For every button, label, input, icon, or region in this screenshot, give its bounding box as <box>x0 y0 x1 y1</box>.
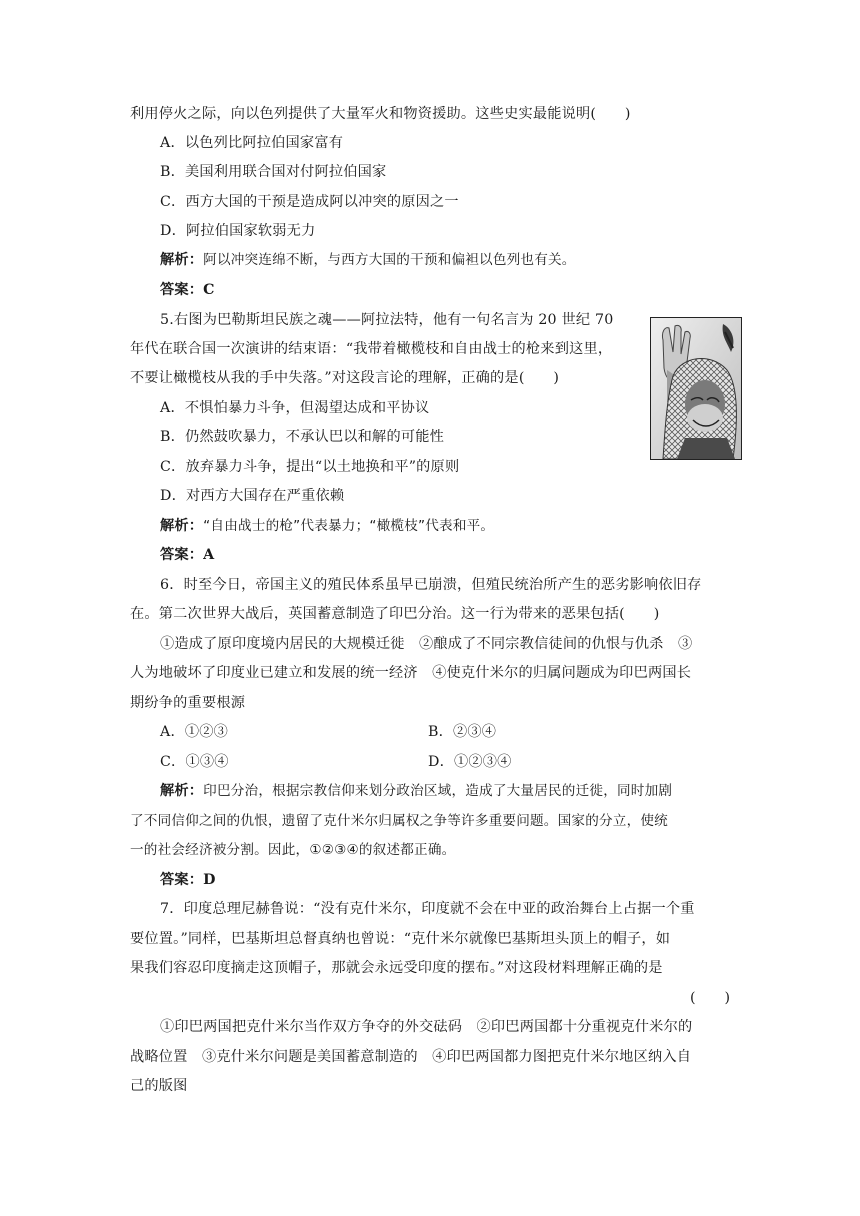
text-line: 在。第二次世界大战后，英国蓄意制造了印巴分治。这一行为带来的恶果包括( ) <box>130 606 660 622</box>
answer <box>160 545 214 565</box>
statement-line: 人为地破坏了印度业已建立和发展的统一经济 ④使克什米尔的归属问题成为印巴两国长 <box>130 665 692 681</box>
option-a: A．不惧怕暴力斗争，但渴望达成和平协议 <box>160 400 430 416</box>
answer-value: C <box>203 282 215 298</box>
option-a: A．以色列比阿拉伯国家富有 <box>160 135 344 151</box>
explanation-label: 解析： <box>160 783 204 799</box>
explanation-label: 解析： <box>160 518 204 534</box>
answer-label: 答案： <box>160 872 204 888</box>
text-line: 利用停火之际，向以色列提供了大量军火和物资援助。这些史实最能说明( ) <box>130 106 631 122</box>
text-line: 要位置。”同样，巴基斯坦总督真纳也曾说：“克什米尔就像巴基斯坦头顶上的帽子，如 <box>130 931 671 947</box>
option-c: C．①③④ <box>160 754 229 770</box>
option-b: B．②③④ <box>428 724 497 740</box>
option-d: D．对西方大国存在严重依赖 <box>160 488 345 504</box>
option-c: C．放弃暴力斗争，提出“以土地换和平”的原则 <box>160 459 460 475</box>
answer-label: 答案： <box>160 547 204 563</box>
portrait-image <box>651 318 741 459</box>
text-line: 年代在联合国一次演讲的结束语：“我带着橄榄枝和自由战士的枪来到这里， <box>130 341 613 357</box>
answer-label: 答案： <box>160 282 204 298</box>
option-d: D．①②③④ <box>428 754 512 770</box>
option-c: C．西方大国的干预是造成阿以冲突的原因之一 <box>160 194 459 210</box>
question-6-stem: 6．时至今日，帝国主义的殖民体系虽早已崩溃，但殖民统治所产生的恶劣影响依旧存 <box>160 577 702 593</box>
option-a: A．①②③ <box>160 724 228 740</box>
explanation-text: 阿以冲突连绵不断，与西方大国的干预和偏袒以色列也有关。 <box>203 252 576 268</box>
answer <box>160 280 215 300</box>
answer <box>160 870 216 890</box>
text-line: 不要让橄榄枝从我的手中失落。”对这段言论的理解，正确的是( ) <box>130 370 560 386</box>
explanation <box>160 781 672 801</box>
question-5-stem: 5.右图为巴勒斯坦民族之魂——阿拉法特，他有一句名言为 20 世纪 70 <box>160 312 614 328</box>
arafat-photo <box>650 317 742 460</box>
option-b: B．美国利用联合国对付阿拉伯国家 <box>160 164 387 180</box>
option-b: B．仍然鼓吹暴力，不承认巴以和解的可能性 <box>160 429 444 445</box>
explanation-text: 一的社会经济被分割。因此，①②③④的叙述都正确。 <box>130 842 456 858</box>
explanation-text: 了不同信仰之间的仇恨，遗留了克什米尔归属权之争等许多重要问题。国家的分立，使统 <box>130 813 668 829</box>
question-7-stem: 7．印度总理尼赫鲁说：“没有克什米尔，印度就不会在中亚的政治舞台上占据一个重 <box>160 901 695 917</box>
statement-line: ①造成了原印度境内居民的大规模迁徙 ②酿成了不同宗教信徒间的仇恨与仇杀 ③ <box>160 636 693 652</box>
statement-line: 战略位置 ③克什米尔问题是美国蓄意制造的 ④印巴两国都力图把克什米尔地区纳入自 <box>130 1049 692 1065</box>
answer-value: A <box>203 547 215 563</box>
text-line: 果我们容忍印度摘走这顶帽子，那就会永远受印度的摆布。”对这段材料理解正确的是 <box>130 960 663 976</box>
answer-blank: ( ) <box>690 990 731 1006</box>
explanation-text: 印巴分治，根据宗教信仰来划分政治区域，造成了大量居民的迁徙，同时加剧 <box>203 783 673 799</box>
statement-line: 己的版图 <box>130 1078 188 1094</box>
option-d: D．阿拉伯国家软弱无力 <box>160 223 316 239</box>
answer-value: D <box>203 872 216 888</box>
statement-line: ①印巴两国把克什米尔当作双方争夺的外交砝码 ②印巴两国都十分重视克什米尔的 <box>160 1019 693 1035</box>
explanation-label: 解析： <box>160 252 204 268</box>
explanation <box>160 516 494 536</box>
explanation-text: “自由战士的枪”代表暴力；“橄榄枝”代表和平。 <box>203 518 495 534</box>
explanation <box>160 250 576 270</box>
statement-line: 期纷争的重要根源 <box>130 695 246 711</box>
